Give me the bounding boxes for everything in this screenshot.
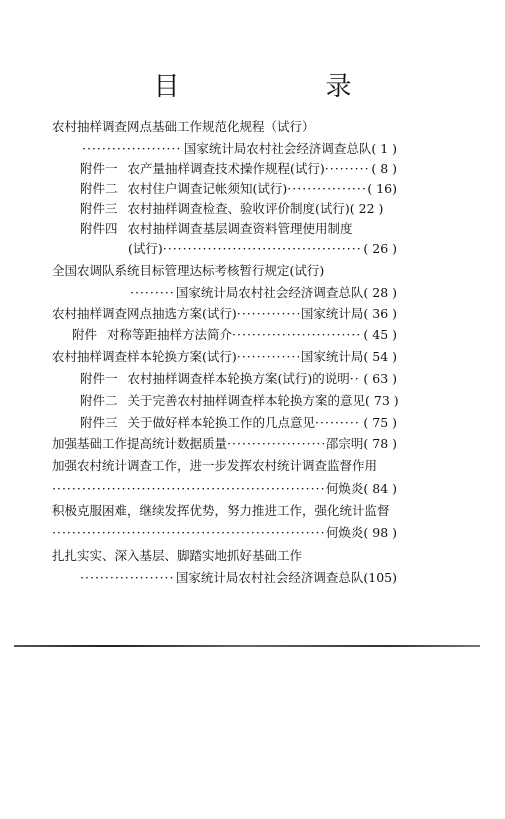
toc-entry[interactable] — [52, 502, 397, 520]
toc-leader-dots — [52, 524, 324, 542]
toc-entry-author-page: 何焕炎( 84 ) — [325, 481, 397, 496]
toc-entry-label: 附件 — [72, 327, 98, 342]
toc-entry[interactable] — [80, 160, 397, 178]
toc-entry-author-page: 国家统计局农村社会经济调查总队( 1 ) — [183, 141, 397, 156]
toc-entry-author-page: 国家统计局( 54 ) — [300, 349, 397, 364]
toc-leader-dots — [237, 305, 299, 323]
toc-entry-label: 附件四 — [80, 221, 118, 236]
toc-entry-label: 附件二 — [80, 393, 118, 408]
toc-entry-title: 农产量抽样调查技术操作规程(试行) — [127, 161, 325, 176]
toc-entry-page: ( 63 ) — [363, 371, 397, 386]
toc-entry-title: 农村抽样调查网点抽选方案(试行) — [52, 306, 237, 321]
toc-entry-title: 农村抽样调查网点基础工作规范化规程（试行） — [52, 119, 315, 134]
toc-entry[interactable] — [52, 457, 397, 475]
page-divider — [14, 645, 480, 647]
toc-entry-title: 关于做好样本轮换工作的几点意见 — [127, 415, 316, 430]
toc-entry-page: ( 8 ) — [371, 161, 397, 176]
toc-leader-dots — [52, 480, 324, 498]
toc-entry-continuation[interactable] — [80, 569, 397, 587]
toc-entry-author-page: 国家统计局( 36 ) — [300, 306, 397, 321]
toc-entry-author-page: 何焕炎( 98 ) — [325, 525, 397, 540]
toc-entry-continuation[interactable] — [82, 140, 397, 158]
toc-entry-label: 附件三 — [80, 415, 118, 430]
toc-leader-dots — [227, 435, 324, 453]
toc-entry-title: 扎扎实实、深入基层、脚踏实地抓好基础工作 — [52, 548, 303, 563]
toc-entry-continuation[interactable] — [128, 240, 397, 258]
toc-leader-dots — [232, 326, 361, 344]
toc-entry-page: ( 75 ) — [363, 415, 397, 430]
toc-entry-title: 积极克服困难，继续发挥优势，努力推进工作，强化统计监督 — [52, 503, 390, 518]
toc-entry[interactable] — [80, 370, 397, 388]
toc-entry[interactable] — [52, 305, 397, 323]
toc-entry-title: 农村抽样调查样本轮换方案(试行) — [52, 349, 237, 364]
toc-leader-dots — [130, 284, 174, 302]
toc-leader-dots — [237, 348, 299, 366]
toc-entry[interactable] — [52, 435, 397, 453]
toc-entry-continuation[interactable] — [52, 480, 397, 498]
toc-leader-dots — [82, 140, 182, 158]
toc-entry-label: 附件三 — [80, 201, 118, 216]
toc-entry[interactable] — [52, 118, 397, 136]
toc-entry-label: 附件二 — [80, 181, 118, 196]
toc-entry[interactable] — [80, 220, 397, 238]
toc-leader-dots — [80, 569, 174, 587]
toc-entry-page: ( 26 ) — [363, 241, 397, 256]
toc-entry-title: 加强基础工作提高统计数据质量 — [52, 436, 228, 451]
toc-entry-author-page: 国家统计局农村社会经济调查总队( 28 ) — [175, 285, 397, 300]
toc-entry-continuation[interactable] — [130, 284, 397, 302]
toc-entry-title: 全国农调队系统目标管理达标考核暂行规定(试行) — [52, 263, 325, 278]
page-title: 目 录 — [153, 72, 412, 102]
toc-leader-dots — [325, 160, 370, 178]
toc-leader-dots — [163, 240, 362, 258]
toc-entry[interactable] — [72, 326, 397, 344]
toc-entry-author-page: 国家统计局农村社会经济调查总队(105) — [175, 570, 397, 585]
toc-entry-title: 农村抽样调查基层调查资料管理使用制度 — [127, 221, 353, 236]
toc-entry[interactable] — [52, 348, 397, 366]
toc-entry-title: 农村抽样调查样本轮换方案(试行)的说明 — [127, 371, 350, 386]
toc-entry-title: 农村抽样调查检查、验收评价制度(试行)( 22 ) — [127, 201, 384, 216]
toc-leader-dots — [315, 414, 361, 432]
toc-entry[interactable] — [52, 262, 397, 280]
toc-entry[interactable] — [80, 414, 397, 432]
toc-entry[interactable] — [80, 200, 397, 218]
toc-entry-title: 对称等距抽样方法简介 — [107, 327, 233, 342]
toc-entry-continuation[interactable] — [52, 524, 397, 542]
toc-entry-label: 附件一 — [80, 371, 118, 386]
toc-entry-title: 加强农村统计调查工作，进一步发挥农村统计调查监督作用 — [52, 458, 378, 473]
toc-entry[interactable] — [52, 547, 397, 565]
toc-entry-title: 关于完善农村抽样调查样本轮换方案的意见( 73 ) — [127, 393, 399, 408]
toc-entry[interactable] — [80, 392, 397, 410]
toc-leader-dots — [287, 180, 365, 198]
toc-entry-page: ( 16) — [367, 181, 397, 196]
toc-entry-author-page: 邵宗明( 78 ) — [325, 436, 397, 451]
toc-entry-page: ( 45 ) — [363, 327, 397, 342]
toc-entry-title: (试行) — [128, 241, 163, 256]
toc-entry[interactable] — [80, 180, 397, 198]
toc-leader-dots — [350, 370, 362, 388]
toc-entry-label: 附件一 — [80, 161, 118, 176]
toc-entry-title: 农村住户调查记帐须知(试行) — [127, 181, 288, 196]
